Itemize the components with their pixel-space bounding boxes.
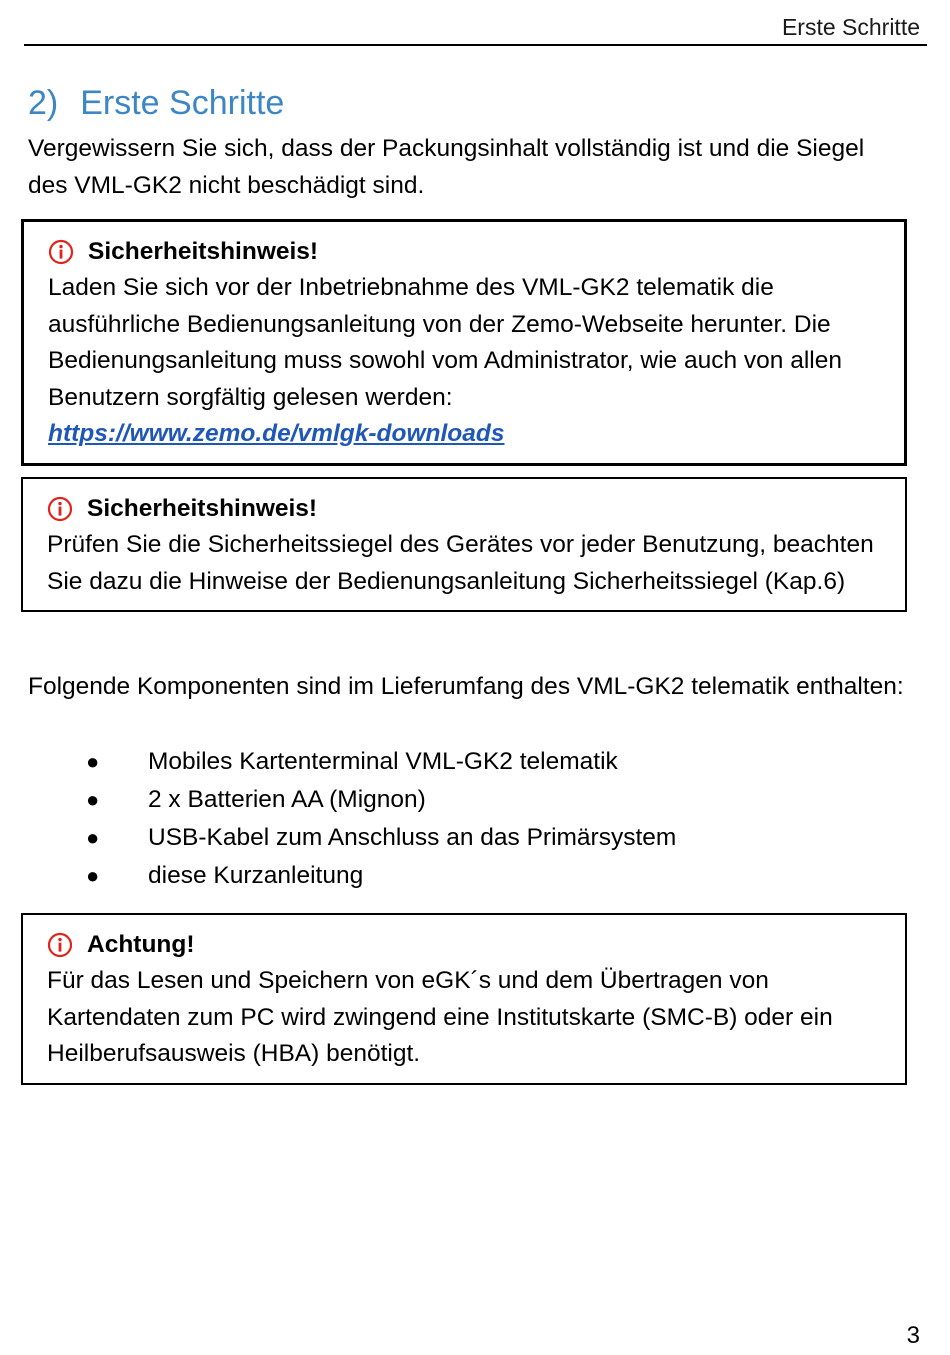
notice-body: Für das Lesen und Speichern von eGK´s und dem Übertragen von Kartendaten zum PC wird zwingend eine Institutskarte (SMC-B) oder ein Heilberufsausweis (HBA) benötigt. [47, 967, 833, 1067]
notice-title: Sicherheitshinweis! [87, 494, 318, 522]
info-icon [47, 496, 73, 522]
safety-notice-download [21, 219, 907, 466]
section-title [28, 84, 284, 123]
list-item-text: Mobiles Kartenterminal VML-GK2 telematik [148, 748, 618, 775]
intro-paragraph: Vergewissern Sie sich, dass der Packungsinhalt vollständig ist und die Siegel des VML-GK2 nicht beschädigt sind. [28, 135, 865, 199]
notice-header [47, 491, 881, 527]
notice-body: Prüfen Sie die Sicherheitssiegel des Gerätes vor jeder Benutzung, beachten Sie dazu die Hinweise der Bedienungsanleitung Sicherheitssiegel (Kap.6) [47, 531, 874, 595]
running-header: Erste Schritte [781, 14, 920, 40]
attention-notice [21, 913, 907, 1085]
components-intro: Folgende Komponenten sind im Lieferumfang des VML-GK2 telematik enthalten: [28, 673, 904, 700]
list-item [28, 743, 676, 781]
bullet: ● [86, 825, 100, 850]
section-number: 2) [28, 84, 59, 122]
bullet: ● [86, 787, 100, 812]
notice-title: Achtung! [87, 930, 195, 958]
notice-body: Laden Sie sich vor der Inbetriebnahme des VML-GK2 telematik die ausführliche Bedienungsanleitung von der Zemo-Webseite herunter. Die Bedienungsanleitung muss sowohl vom Administrator, wie auch von allen Benutzern sorgfältig gelesen werden: [48, 274, 842, 411]
safety-notice-seal [21, 477, 907, 612]
info-icon [47, 932, 73, 958]
list-item-text: 2 x Batterien AA (Mignon) [148, 786, 426, 813]
info-icon [48, 239, 74, 265]
section-title-text: Erste Schritte [80, 84, 285, 122]
list-item [28, 857, 676, 895]
list-item [28, 819, 676, 857]
notice-header [48, 234, 880, 270]
notice-title: Sicherheitshinweis! [88, 237, 319, 265]
list-item-text: diese Kurzanleitung [148, 862, 364, 889]
list-item-text: USB-Kabel zum Anschluss an das Primärsystem [148, 824, 677, 851]
notice-header [47, 927, 881, 963]
bullet: ● [86, 863, 100, 888]
page-number: 3 [906, 1322, 920, 1349]
header-rule [24, 44, 927, 46]
bullet: ● [86, 749, 100, 774]
download-link[interactable]: https://www.zemo.de/vmlgk-downloads [48, 420, 505, 447]
list-item [28, 781, 676, 819]
components-list [28, 743, 676, 895]
